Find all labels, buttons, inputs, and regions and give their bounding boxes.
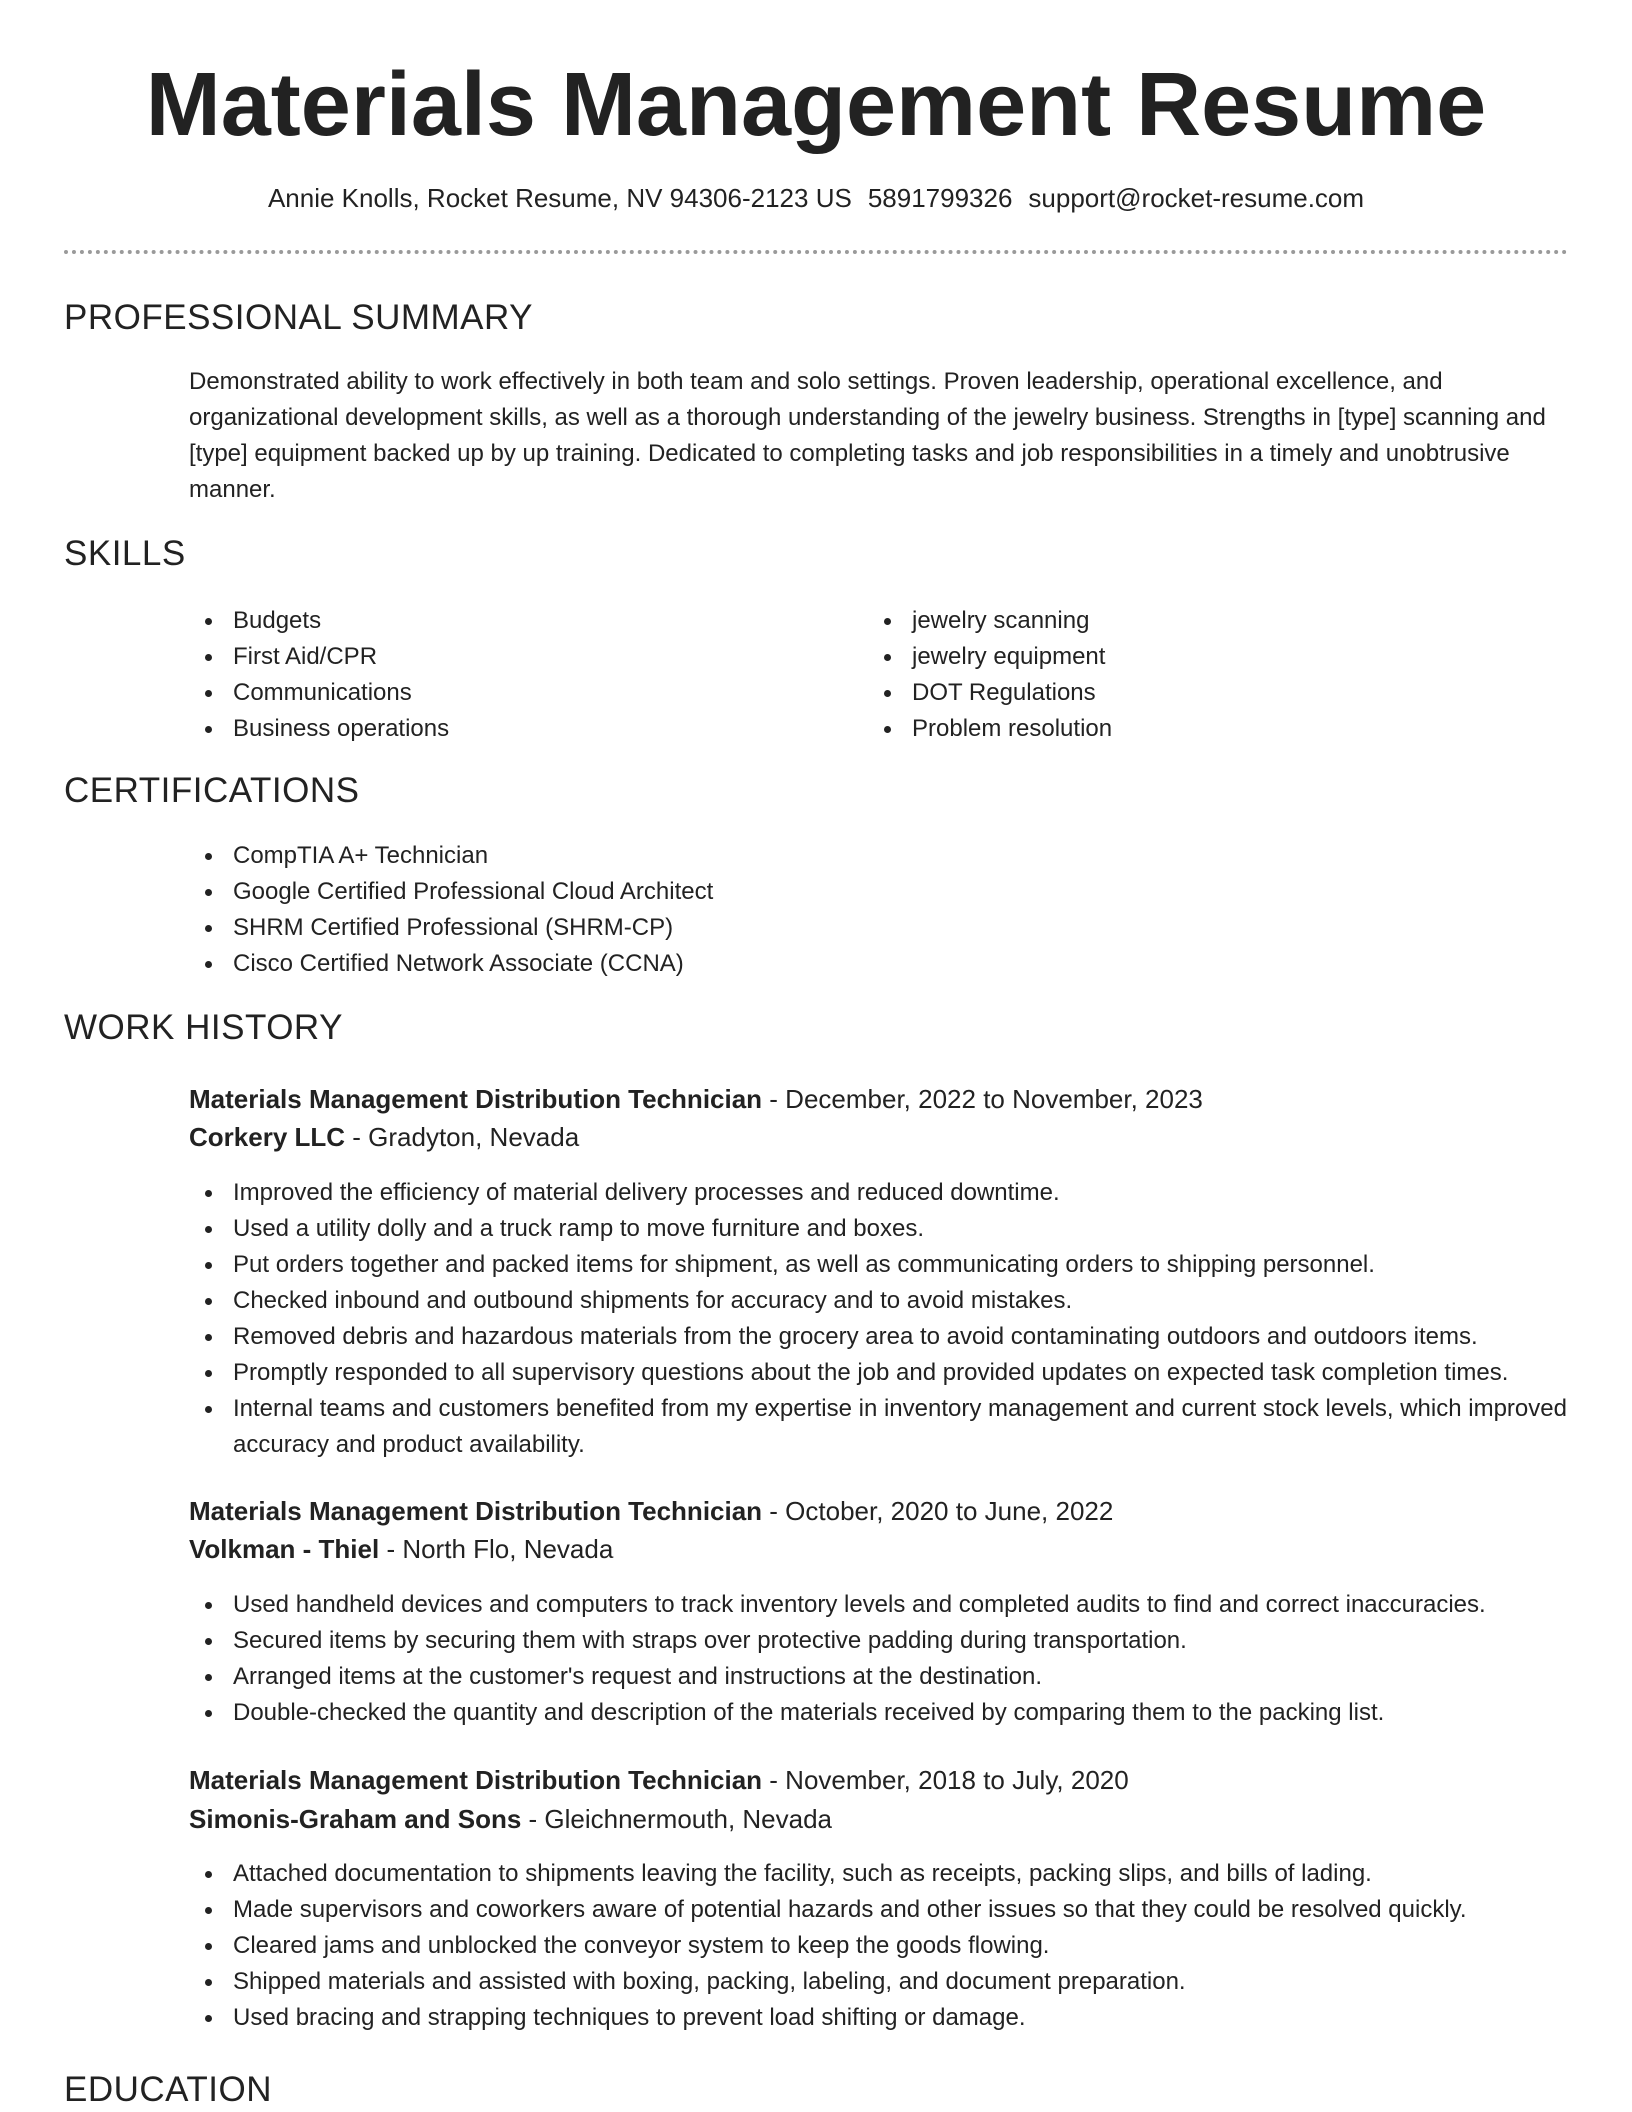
contact-phone: 5891799326: [867, 183, 1013, 213]
list-item: Made supervisors and coworkers aware of potential hazards and other issues so that they could be resolved quickly.: [189, 1892, 1579, 1928]
job-title: Materials Management Distribution Technician: [189, 1496, 763, 1526]
job-location: - North Flo, Nevada: [379, 1534, 614, 1564]
job-location: - Gradyton, Nevada: [345, 1122, 580, 1152]
list-item: DOT Regulations: [868, 675, 1468, 711]
job-company: Corkery LLC: [189, 1122, 346, 1152]
list-item: Put orders together and packed items for shipment, as well as communicating orders to shipping personnel.: [189, 1247, 1579, 1283]
list-item: Double-checked the quantity and description of the materials received by comparing them to the packing list.: [189, 1695, 1579, 1731]
list-item: First Aid/CPR: [189, 639, 789, 675]
header-divider: [64, 250, 1568, 254]
job-dates: - December, 2022 to November, 2023: [762, 1084, 1203, 1114]
certifications-heading: CERTIFICATIONS: [64, 771, 360, 810]
list-item: Cisco Certified Network Associate (CCNA): [189, 946, 1489, 982]
skills-list-right: [868, 603, 1468, 747]
skills-heading: SKILLS: [64, 534, 186, 573]
education-heading: EDUCATION: [64, 2070, 273, 2109]
list-item: Internal teams and customers benefited from my expertise in inventory management and current stock levels, which improved accuracy and product availability.: [189, 1391, 1579, 1463]
job-bullets: [189, 1175, 1579, 1463]
contact-email: support@rocket-resume.com: [1028, 183, 1365, 213]
list-item: Secured items by securing them with straps over protective padding during transportation.: [189, 1623, 1579, 1659]
job-title-line: [189, 1492, 1113, 1530]
summary-text: Demonstrated ability to work effectively in both team and solo settings. Proven leadership, operational excellence, and organizational development skills, as well as a thorough understanding of the jewelry business. Strengths in [type] scanning and [type] equipment backed up by up training. Dedicated to completing tasks and job responsibilities in a timely and unobtrusive manner.: [189, 368, 1546, 503]
list-item: SHRM Certified Professional (SHRM-CP): [189, 910, 1489, 946]
job-title: Materials Management Distribution Technician: [189, 1765, 763, 1795]
job-title-line: [189, 1080, 1203, 1118]
list-item: Used handheld devices and computers to track inventory levels and completed audits to find and correct inaccuracies.: [189, 1587, 1579, 1623]
list-item: Attached documentation to shipments leaving the facility, such as receipts, packing slips, and bills of lading.: [189, 1856, 1579, 1892]
list-item: CompTIA A+ Technician: [189, 838, 1489, 874]
list-item: Problem resolution: [868, 711, 1468, 747]
job-bullets: [189, 1587, 1579, 1731]
list-item: Communications: [189, 675, 789, 711]
work-history-heading: WORK HISTORY: [64, 1008, 343, 1047]
list-item: Google Certified Professional Cloud Architect: [189, 874, 1489, 910]
contact-address: Annie Knolls, Rocket Resume, NV 94306-2123 US: [267, 183, 852, 213]
job-company: Simonis-Graham and Sons: [189, 1804, 522, 1834]
list-item: Removed debris and hazardous materials from the grocery area to avoid contaminating outdoors and outdoors items.: [189, 1319, 1579, 1355]
contact-line: [0, 178, 1632, 218]
job-company-line: [189, 1800, 832, 1838]
skills-list-left: [189, 603, 789, 747]
job-company-line: [189, 1118, 579, 1156]
summary-heading: PROFESSIONAL SUMMARY: [64, 298, 533, 337]
job-company: Volkman - Thiel: [189, 1534, 380, 1564]
list-item: Promptly responded to all supervisory questions about the job and provided updates on expected task completion times.: [189, 1355, 1579, 1391]
job-location: - Gleichnermouth, Nevada: [521, 1804, 833, 1834]
list-item: Budgets: [189, 603, 789, 639]
job-bullets: [189, 1856, 1579, 2036]
list-item: Improved the efficiency of material delivery processes and reduced downtime.: [189, 1175, 1579, 1211]
job-title-line: [189, 1761, 1129, 1799]
list-item: Business operations: [189, 711, 789, 747]
certifications-list: [189, 838, 1489, 982]
list-item: Shipped materials and assisted with boxing, packing, labeling, and document preparation.: [189, 1964, 1579, 2000]
list-item: jewelry scanning: [868, 603, 1468, 639]
job-dates: - November, 2018 to July, 2020: [762, 1765, 1129, 1795]
job-title: Materials Management Distribution Technician: [189, 1084, 763, 1114]
job-company-line: [189, 1530, 613, 1568]
list-item: Checked inbound and outbound shipments for accuracy and to avoid mistakes.: [189, 1283, 1579, 1319]
resume-title: Materials Management Resume: [145, 55, 1487, 155]
list-item: Used bracing and strapping techniques to prevent load shifting or damage.: [189, 2000, 1579, 2036]
list-item: Used a utility dolly and a truck ramp to move furniture and boxes.: [189, 1211, 1579, 1247]
list-item: Cleared jams and unblocked the conveyor system to keep the goods flowing.: [189, 1928, 1579, 1964]
list-item: jewelry equipment: [868, 639, 1468, 675]
job-dates: - October, 2020 to June, 2022: [762, 1496, 1114, 1526]
list-item: Arranged items at the customer's request and instructions at the destination.: [189, 1659, 1579, 1695]
